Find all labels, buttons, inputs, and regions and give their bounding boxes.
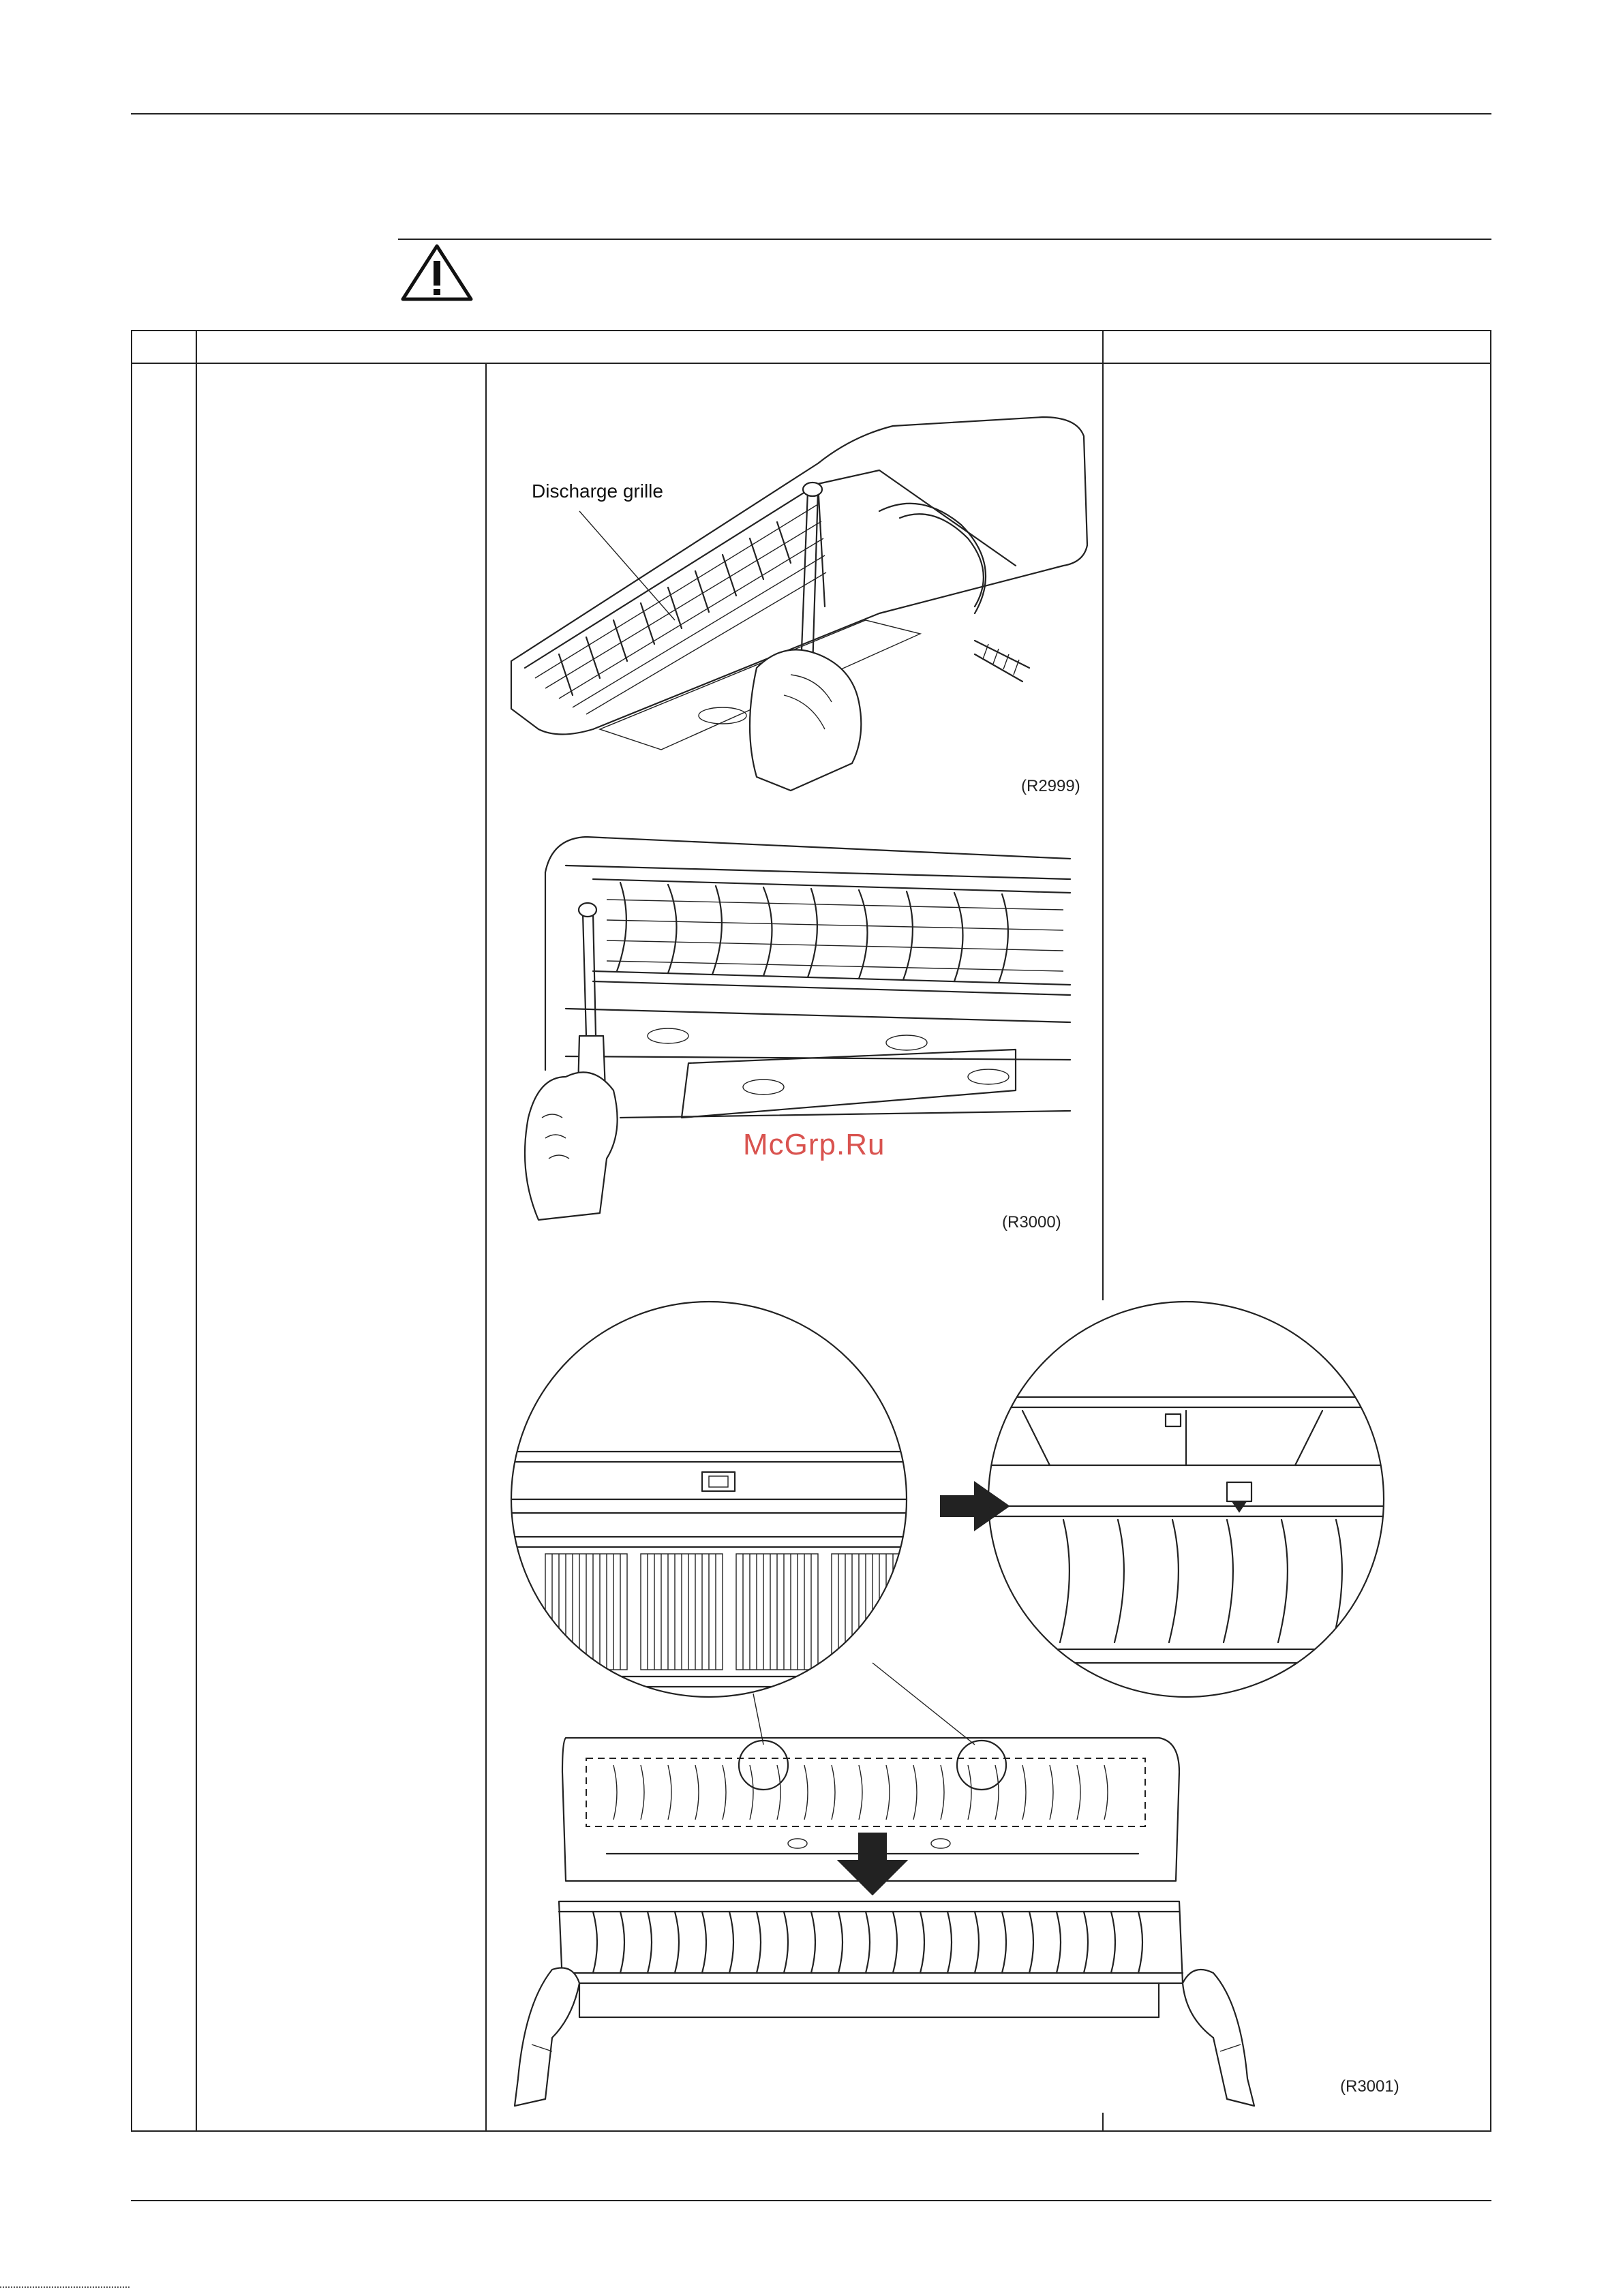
footer-rule — [131, 2200, 1491, 2201]
figure-r2999-drawing — [498, 409, 1097, 791]
watermark-text: McGrp.Ru — [743, 1128, 885, 1161]
figure-code-r3000: (R3000) — [1002, 1213, 1061, 1231]
figure-r3001-drawing — [504, 1295, 1459, 2113]
figure-code-r3001: (R3001) — [1340, 2077, 1399, 2096]
figure-r3000-drawing — [525, 831, 1070, 1227]
caution-rule — [398, 239, 1491, 240]
footer-mark — [0, 2286, 130, 2292]
figure-code-r2999: (R2999) — [1021, 777, 1080, 795]
discharge-grille-label: Discharge grille — [532, 480, 663, 502]
warning-triangle-icon — [399, 242, 475, 303]
header-rule — [131, 113, 1491, 114]
